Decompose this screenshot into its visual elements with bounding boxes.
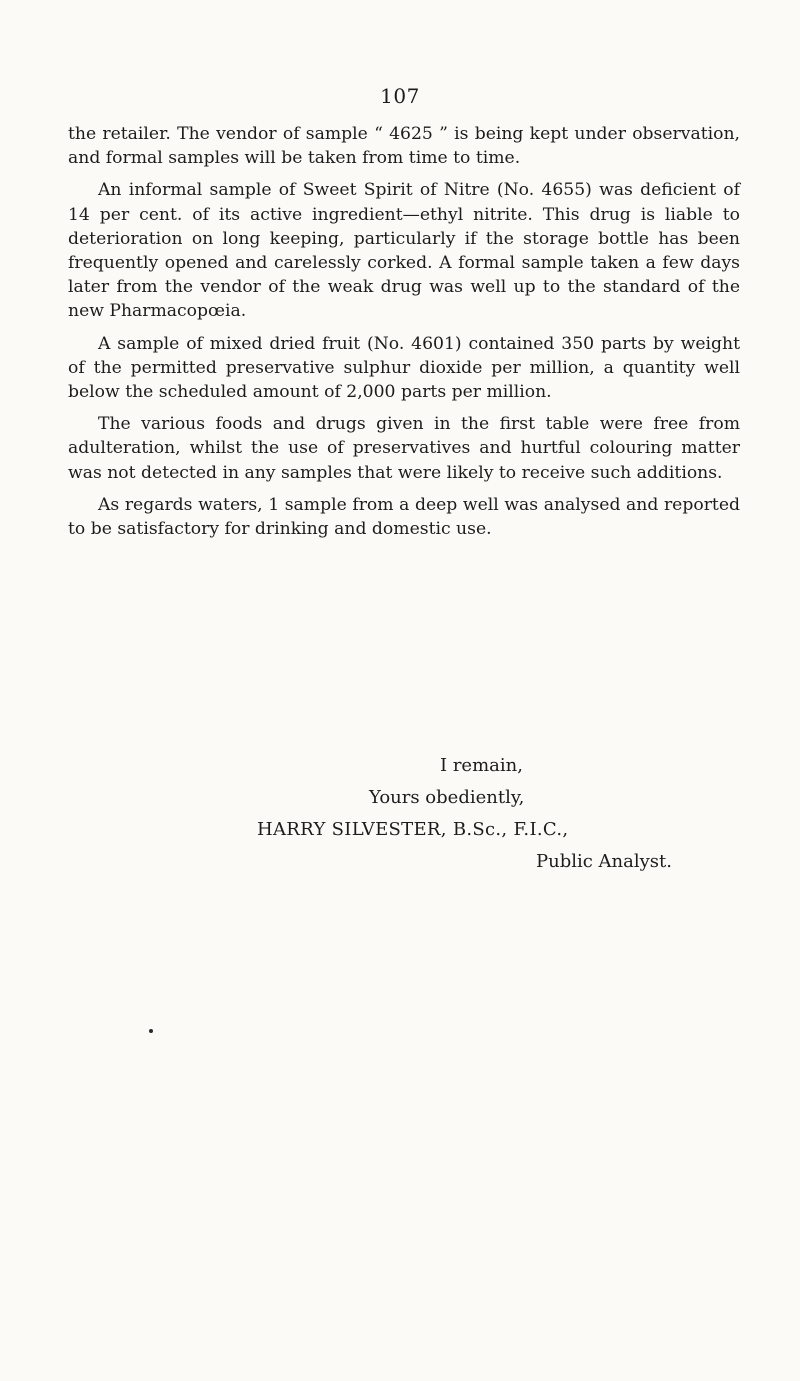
- closing-valediction: Yours obediently,: [369, 787, 525, 808]
- paragraph-sweet-spirit-of-nitre: An informal sample of Sweet Spirit of Nitre (No. 4655) was deficient of 14 per cent. of its active ingredient—ethyl nitrite. This drug is liable to deterioration on long keeping, particularly if the storage bottle has been frequently opened and carelessly corked. A formal sample taken a few days later from the vendor of the weak drug was well up to the standard of the new Pharmacopœia.: [68, 180, 740, 322]
- signatory-title: Public Analyst.: [536, 851, 672, 872]
- paragraph-waters: As regards waters, 1 sample from a deep well was analysed and reported to be satisfactory for drinking and domestic use.: [68, 494, 740, 540]
- scan-speck: [149, 1029, 153, 1033]
- paragraph-mixed-dried-fruit: A sample of mixed dried fruit (No. 4601) contained 350 parts by weight of the permitted preservative sulphur dioxide per million, a quantity well below the scheduled amount of 2,000 parts per million.: [68, 333, 740, 403]
- page-number: 107: [380, 84, 420, 108]
- signatory-name: HARRY SILVESTER, B.Sc., F.I.C.,: [257, 819, 569, 840]
- paragraph-continuation: the retailer. The vendor of sample “ 4625 ” is being kept under observation, and formal samples will be taken from time to time.: [68, 124, 740, 169]
- report-body: [68, 122, 740, 549]
- paragraph-foods-and-drugs: The various foods and drugs given in the first table were free from adulteration, whilst the use of preservatives and hurtful colouring matter was not detected in any samples that were likely to receive such additions.: [68, 414, 740, 483]
- closing-salutation: I remain,: [440, 755, 523, 776]
